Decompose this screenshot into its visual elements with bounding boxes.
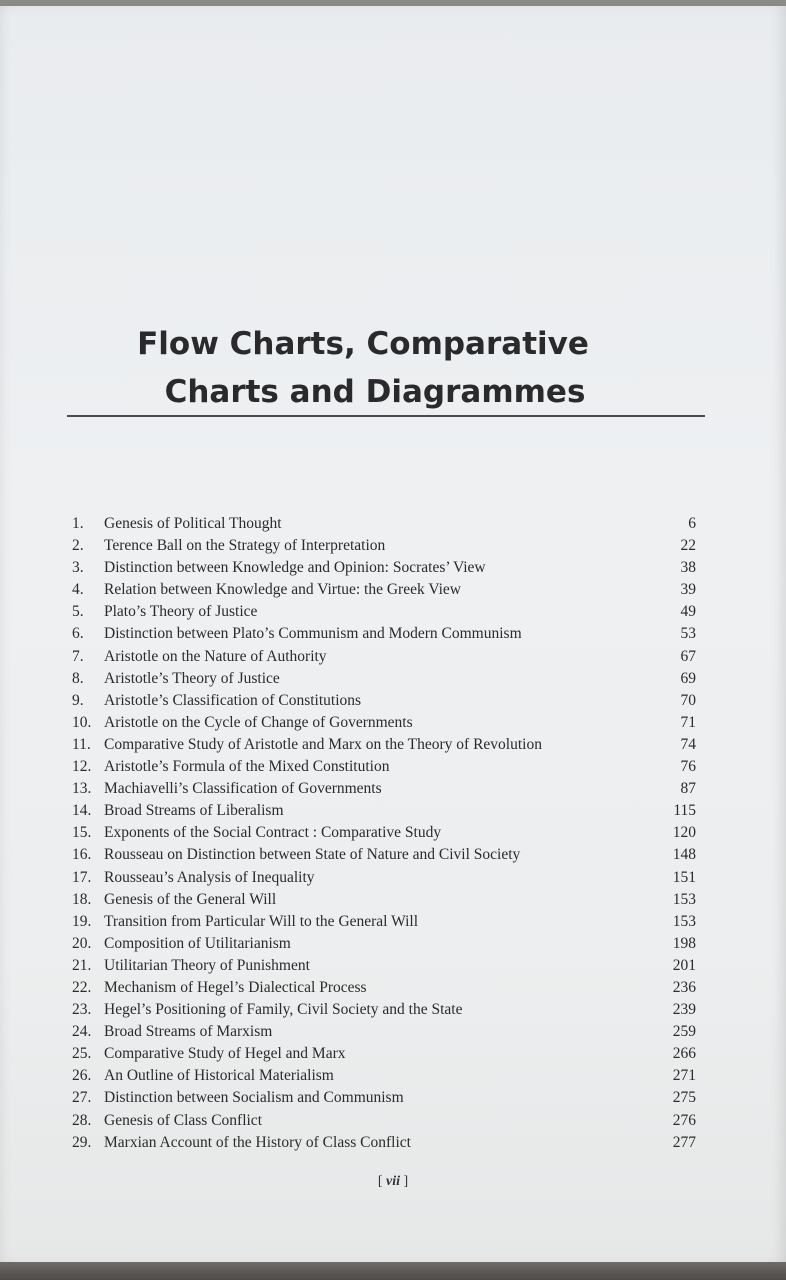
entry-number: 7. xyxy=(72,647,84,665)
entry-number: 12. xyxy=(72,758,92,776)
entry-page-number: 49 xyxy=(680,603,696,621)
entry-title: Genesis of Political Thought xyxy=(104,515,282,532)
entry-number: 26. xyxy=(72,1067,92,1085)
entry-number: 17. xyxy=(72,868,92,886)
entry-number: 15. xyxy=(72,824,92,842)
entry-page-number: 74 xyxy=(680,735,696,753)
contents-entry xyxy=(72,690,698,712)
entry-number: 24. xyxy=(72,1023,92,1041)
contents-entry xyxy=(72,712,698,734)
entry-title: Rousseau on Distinction between State of Nature and Civil Society xyxy=(104,846,521,864)
entry-page-number: 153 xyxy=(672,912,696,930)
entry-title: Distinction between Knowledge and Opinion: Socrates’ View xyxy=(104,559,486,577)
entry-number: 13. xyxy=(72,780,92,798)
entry-number: 20. xyxy=(72,934,92,952)
entry-page-number: 6 xyxy=(688,515,696,532)
entry-page-number: 198 xyxy=(672,934,696,952)
entry-title: Aristotle’s Theory of Justice xyxy=(104,669,280,687)
entry-number: 4. xyxy=(72,581,84,599)
entry-number: 22. xyxy=(72,978,92,996)
contents-entry xyxy=(72,800,698,822)
entry-number: 9. xyxy=(72,691,84,709)
entry-title: Plato’s Theory of Justice xyxy=(104,603,258,621)
entry-number: 28. xyxy=(72,1111,92,1129)
entry-title: Marxian Account of the History of Class Conflict xyxy=(104,1133,411,1151)
entry-number: 2. xyxy=(72,537,84,555)
entry-title: Machiavelli’s Classification of Governments xyxy=(104,780,382,798)
entry-title: Terence Ball on the Strategy of Interpretation xyxy=(104,537,386,555)
contents-list xyxy=(72,513,698,1154)
contents-entry xyxy=(72,646,698,668)
entry-page-number: 153 xyxy=(672,890,696,908)
entry-number: 10. xyxy=(72,713,92,731)
contents-entry xyxy=(72,756,698,778)
contents-entry xyxy=(72,1087,698,1109)
contents-entry xyxy=(72,1065,698,1087)
entry-title: Hegel’s Positioning of Family, Civil Society and the State xyxy=(104,1001,463,1019)
entry-page-number: 151 xyxy=(672,868,696,886)
entry-number: 18. xyxy=(72,890,92,908)
entry-page-number: 259 xyxy=(672,1023,696,1041)
contents-entry xyxy=(72,999,698,1021)
entry-page-number: 275 xyxy=(672,1089,696,1107)
entry-title: Composition of Utilitarianism xyxy=(104,934,291,952)
entry-page-number: 67 xyxy=(680,647,696,665)
entry-title: Transition from Particular Will to the General Will xyxy=(104,912,419,930)
entry-number: 25. xyxy=(72,1045,92,1063)
contents-entry xyxy=(72,535,698,557)
entry-title: Broad Streams of Liberalism xyxy=(104,802,284,820)
contents-entry xyxy=(72,911,698,933)
contents-entry xyxy=(72,867,698,889)
entry-title: Rousseau’s Analysis of Inequality xyxy=(104,868,315,886)
entry-page-number: 38 xyxy=(680,559,696,577)
entry-page-number: 22 xyxy=(680,537,696,555)
entry-number: 19. xyxy=(72,912,92,930)
entry-title: Genesis of the General Will xyxy=(104,890,277,908)
contents-entry xyxy=(72,822,698,844)
contents-entry xyxy=(72,513,698,535)
page-number xyxy=(0,1174,786,1190)
contents-entry xyxy=(72,579,698,601)
contents-entry xyxy=(72,557,698,579)
entry-number: 27. xyxy=(72,1089,92,1107)
entry-number: 29. xyxy=(72,1133,92,1151)
entry-page-number: 266 xyxy=(672,1045,696,1063)
entry-number: 1. xyxy=(72,515,84,532)
entry-page-number: 271 xyxy=(672,1067,696,1085)
page-number-open-bracket: [ xyxy=(377,1174,383,1189)
entry-title: Mechanism of Hegel’s Dialectical Process xyxy=(104,978,367,996)
contents-entry xyxy=(72,1110,698,1132)
title-line-1: Flow Charts, Comparative xyxy=(137,326,589,362)
contents-entry xyxy=(72,778,698,800)
entry-page-number: 71 xyxy=(680,713,696,731)
entry-number: 16. xyxy=(72,846,92,864)
entry-title: Distinction between Plato’s Communism and Modern Communism xyxy=(104,625,522,643)
entry-title: An Outline of Historical Materialism xyxy=(104,1067,334,1085)
entry-page-number: 69 xyxy=(680,669,696,687)
entry-page-number: 236 xyxy=(672,978,696,996)
page-bottom-edge xyxy=(0,1262,786,1280)
page-number-close-bracket: ] xyxy=(403,1174,409,1189)
contents-entry xyxy=(72,601,698,623)
contents-entry xyxy=(72,668,698,690)
entry-title: Relation between Knowledge and Virtue: the Greek View xyxy=(104,581,461,599)
entry-number: 8. xyxy=(72,669,84,687)
entry-page-number: 70 xyxy=(680,691,696,709)
entry-title: Exponents of the Social Contract : Comparative Study xyxy=(104,824,442,842)
entry-page-number: 39 xyxy=(680,581,696,599)
entry-page-number: 239 xyxy=(672,1001,696,1019)
entry-page-number: 148 xyxy=(672,846,696,864)
entry-title: Comparative Study of Hegel and Marx xyxy=(104,1045,346,1063)
entry-title: Aristotle’s Classification of Constitutions xyxy=(104,691,362,709)
title-divider xyxy=(67,415,705,417)
entry-title: Aristotle on the Nature of Authority xyxy=(104,647,327,665)
page-title xyxy=(0,320,786,416)
page-number-value: vii xyxy=(386,1174,400,1189)
contents-entry xyxy=(72,933,698,955)
title-line-2: Charts and Diagrammes xyxy=(164,374,586,410)
entry-number: 11. xyxy=(72,735,91,753)
contents-entry xyxy=(72,1132,698,1154)
entry-title: Genesis of Class Conflict xyxy=(104,1111,262,1129)
contents-entry xyxy=(72,977,698,999)
contents-entry xyxy=(72,955,698,977)
book-page xyxy=(0,6,786,1274)
entry-page-number: 76 xyxy=(680,758,696,776)
contents-entry xyxy=(72,844,698,866)
entry-title: Broad Streams of Marxism xyxy=(104,1023,273,1041)
entry-title: Aristotle on the Cycle of Change of Governments xyxy=(104,713,413,731)
entry-page-number: 276 xyxy=(672,1111,696,1129)
entry-title: Comparative Study of Aristotle and Marx on the Theory of Revolution xyxy=(104,735,542,753)
entry-page-number: 277 xyxy=(672,1133,696,1151)
entry-number: 5. xyxy=(72,603,84,621)
entry-title: Aristotle’s Formula of the Mixed Constitution xyxy=(104,758,390,776)
contents-entry xyxy=(72,1043,698,1065)
entry-number: 6. xyxy=(72,625,84,643)
entry-number: 21. xyxy=(72,956,92,974)
entry-page-number: 115 xyxy=(673,802,696,820)
entry-title: Utilitarian Theory of Punishment xyxy=(104,956,310,974)
contents-entry xyxy=(72,1021,698,1043)
entry-number: 14. xyxy=(72,802,92,820)
contents-entry xyxy=(72,889,698,911)
entry-page-number: 201 xyxy=(672,956,696,974)
contents-entry xyxy=(72,734,698,756)
entry-page-number: 87 xyxy=(680,780,696,798)
contents-entry xyxy=(72,623,698,645)
entry-title: Distinction between Socialism and Communism xyxy=(104,1089,404,1107)
entry-page-number: 120 xyxy=(672,824,696,842)
entry-page-number: 53 xyxy=(680,625,696,643)
entry-number: 23. xyxy=(72,1001,92,1019)
entry-number: 3. xyxy=(72,559,84,577)
